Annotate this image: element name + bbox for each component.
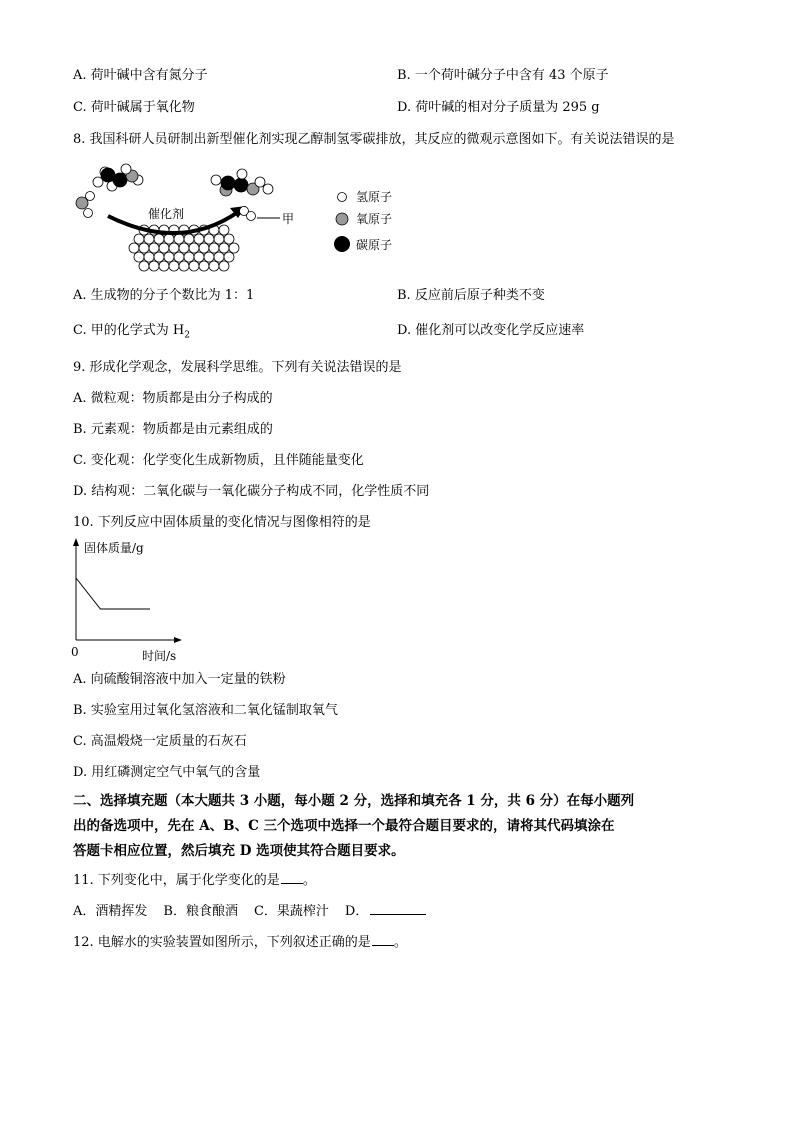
q8-stem: 8. 我国科研人员研制出新型催化剂实现乙醇制氢零碳排放，其反应的微观示意图如下。有关说法错误的是	[73, 132, 675, 147]
section2-line3: 答题卡相应位置，然后填充 D 选项使其符合题目要求。	[73, 843, 405, 859]
q11-stem-end: 。	[302, 873, 316, 888]
q8-reaction-diagram	[70, 158, 410, 276]
q11-stem-line	[73, 871, 316, 890]
legend-carbon: 碳原子	[356, 238, 393, 252]
q9-option-a: A. 微粒观：物质都是由分子构成的	[73, 391, 273, 406]
q10-option-d: D. 用红磷测定空气中氧气的含量	[73, 765, 261, 780]
x-axis-arrow-icon	[174, 637, 182, 643]
q9-stem: 9. 形成化学观念，发展科学思维。下列有关说法错误的是	[73, 360, 402, 375]
q11-option-d: D．	[344, 904, 369, 919]
origin-label: 0	[71, 645, 79, 659]
carbon-atom-icon	[334, 236, 350, 252]
hydrogen-atom-icon	[338, 193, 347, 202]
legend-oxygen: 氧原子	[356, 212, 393, 226]
q11-option-a: A．酒精挥发	[73, 904, 148, 919]
product-label: 甲	[282, 212, 295, 226]
mass-curve	[76, 578, 150, 609]
q11-stem: 11. 下列变化中，属于化学变化的是	[73, 873, 280, 888]
y-axis-label: 固体质量/g	[84, 541, 144, 555]
q11-answer-blank[interactable]	[281, 871, 303, 884]
q12-stem-end: 。	[393, 935, 407, 950]
q7-option-c: C. 荷叶碱属于氧化物	[73, 100, 195, 115]
q7-option-a: A. 荷叶碱中含有氮分子	[73, 68, 208, 83]
q9-option-b: B. 元素观：物质都是由元素组成的	[73, 422, 273, 437]
q12-stem: 12. 电解水的实验装置如图所示，下列叙述正确的是	[73, 935, 371, 950]
q10-option-a: A. 向硫酸铜溶液中加入一定量的铁粉	[73, 672, 286, 687]
q10-option-b: B. 实验室用过氧化氢溶液和二氧化锰制取氧气	[73, 703, 338, 718]
section2-line1: 二、选择填充题（本大题共 3 小题，每小题 2 分，选择和填充各 1 分，共 6 分）在每小题列	[73, 793, 635, 809]
q11-options	[73, 902, 426, 921]
section2-line2: 出的备选项中，先在 A、B、C 三个选项中选择一个最符合题目要求的，请将其代码填涂在	[73, 818, 615, 834]
q11-option-c: C．果蔬榨汁	[253, 904, 329, 919]
q10-option-c: C. 高温煅烧一定质量的石灰石	[73, 734, 247, 749]
q10-stem: 10. 下列反应中固体质量的变化情况与图像相符的是	[73, 515, 371, 530]
reactant-molecule	[93, 164, 143, 191]
water-molecule	[76, 192, 95, 218]
q8-option-c-subscript: 2	[184, 330, 190, 341]
catalyst-label: 催化剂	[148, 207, 185, 221]
q8-option-c	[73, 322, 190, 345]
q8-option-c-text: C. 甲的化学式为 H	[73, 323, 185, 338]
q10-mass-time-graph	[66, 536, 196, 666]
q7-option-d: D. 荷叶碱的相对分子质量为 295 g	[397, 100, 600, 115]
q9-option-c: C. 变化观：化学变化生成新物质，且伴随能量变化	[73, 453, 364, 468]
q9-option-d: D. 结构观：二氧化碳与一氧化碳分子构成不同，化学性质不同	[73, 484, 430, 499]
q12-answer-blank[interactable]	[372, 933, 394, 946]
q12-stem-line	[73, 933, 407, 952]
oxygen-atom-icon	[336, 213, 348, 225]
diagram-legend	[334, 190, 392, 252]
q8-option-a: A. 生成物的分子个数比为 1：1	[73, 288, 255, 303]
q8-option-b: B. 反应前后原子种类不变	[397, 288, 545, 303]
q11-option-b: B．粮食酿酒	[163, 904, 238, 919]
hydrogen-molecule	[240, 207, 256, 221]
x-axis-label: 时间/s	[142, 649, 177, 663]
q11-option-d-blank[interactable]	[370, 902, 426, 915]
legend-hydrogen: 氢原子	[356, 190, 393, 204]
y-axis-arrow-icon	[73, 538, 79, 546]
product-molecule	[211, 169, 273, 196]
q8-option-d: D. 催化剂可以改变化学反应速率	[397, 323, 585, 338]
q7-option-b: B. 一个荷叶碱分子中含有 43 个原子	[397, 68, 609, 83]
